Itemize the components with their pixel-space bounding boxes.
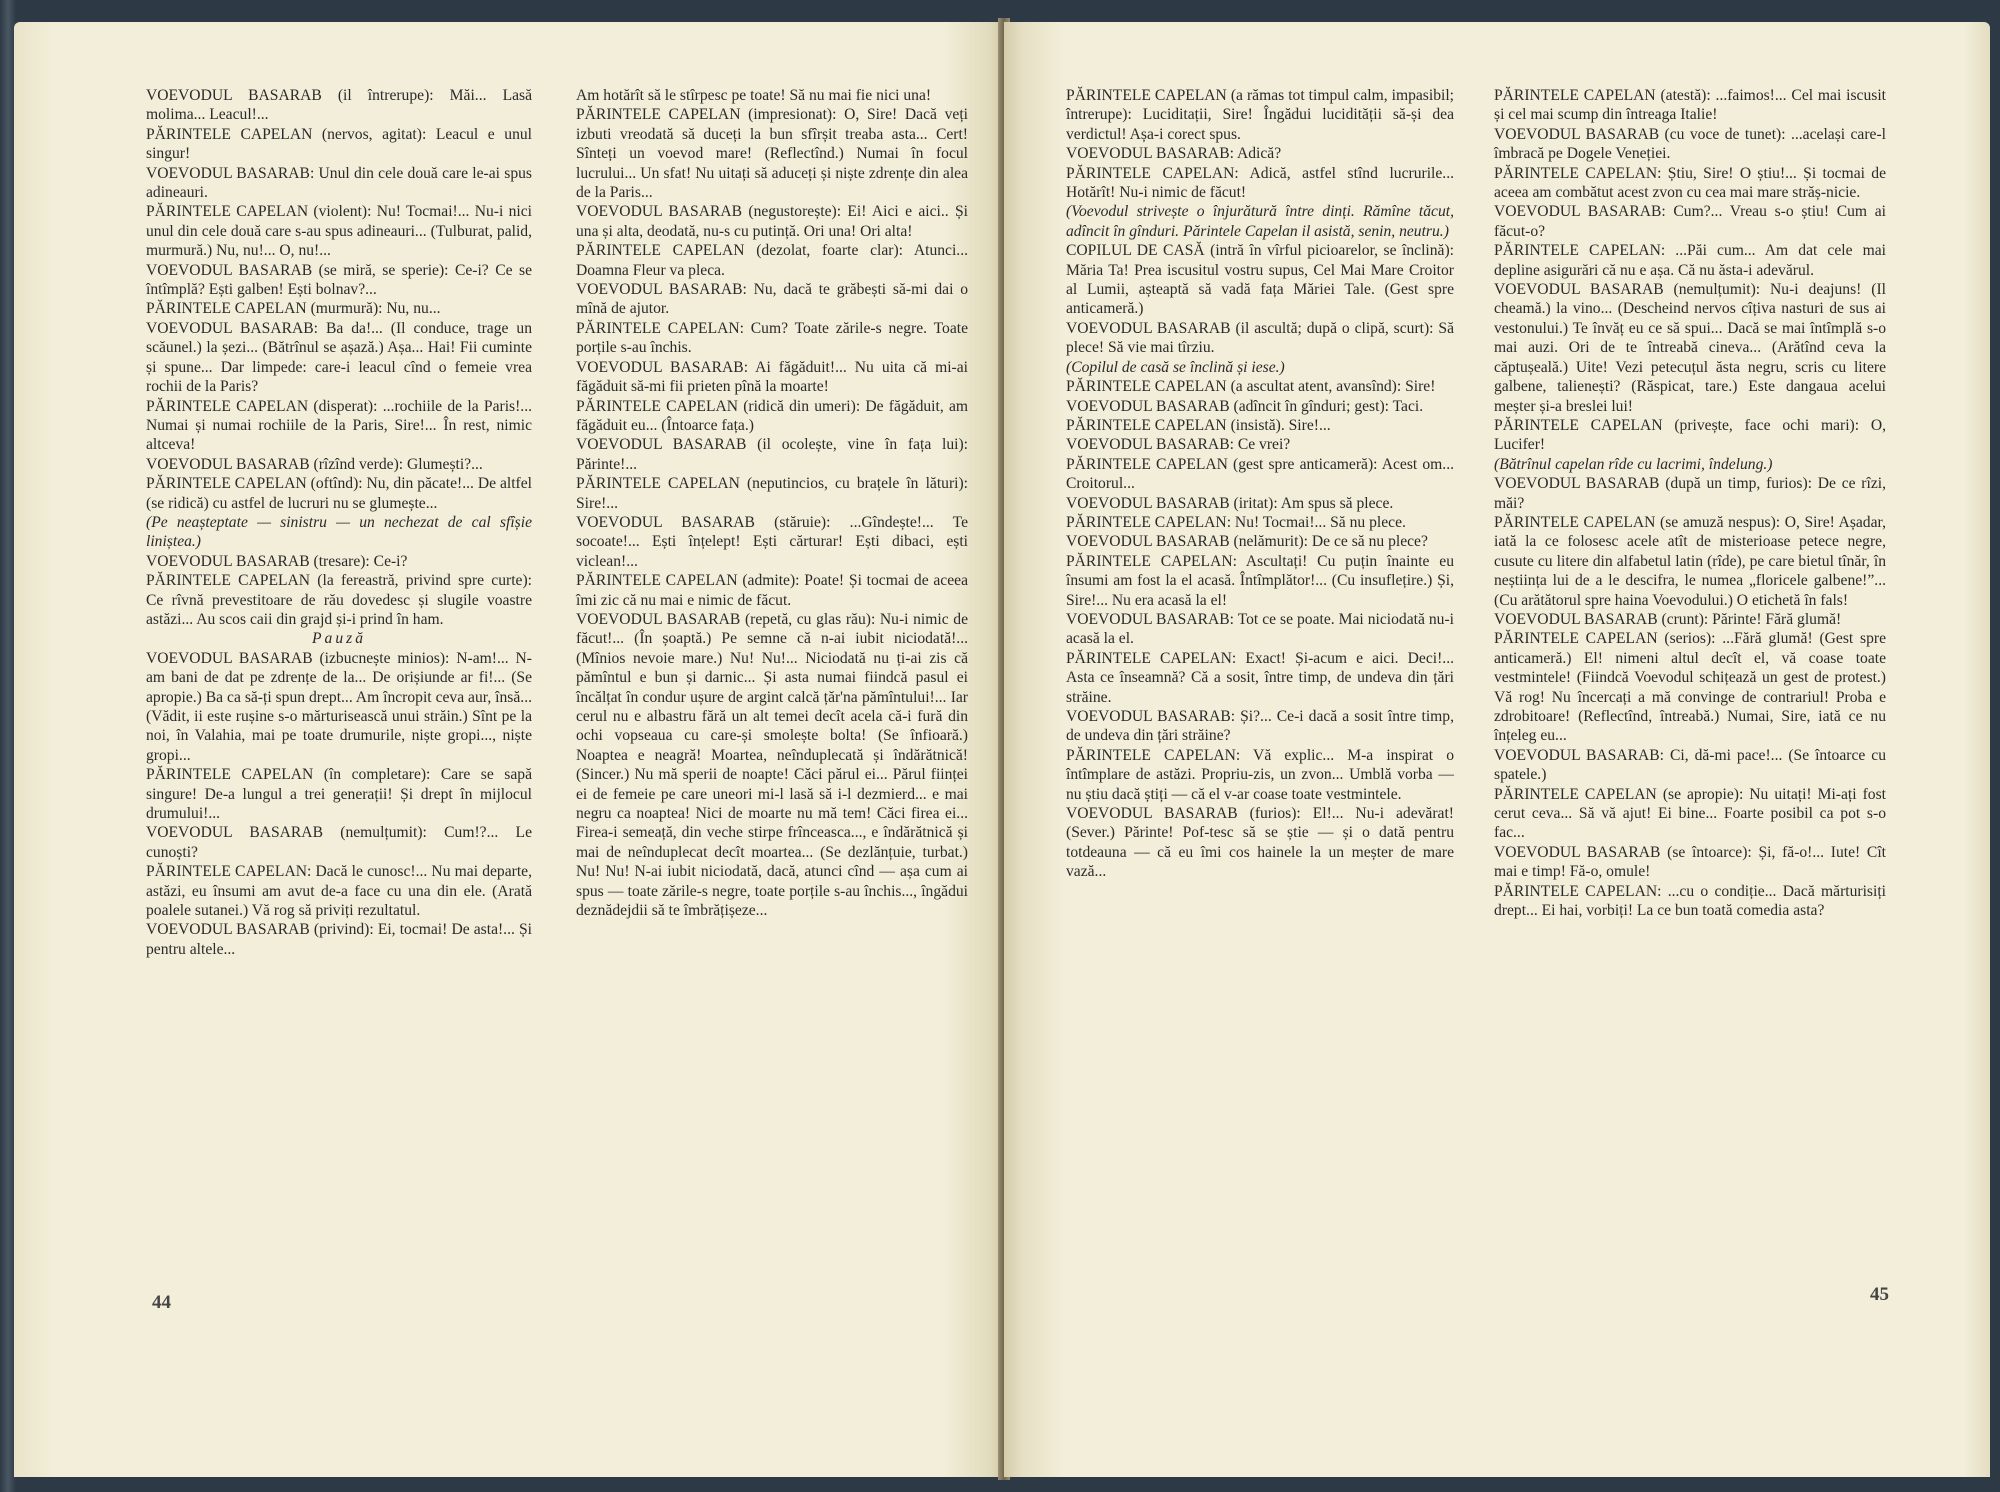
dialogue-line: VOEVODUL BASARAB (stăruie): ...Gîndește!... Te socoate!... Ești înțelept! Ești cărturar! Ești dibaci, ești viclean!...	[576, 513, 968, 570]
dialogue-line: PĂRINTELE CAPELAN (gest spre anticameră): Acest om... Croitorul...	[1066, 455, 1454, 493]
dialogue-line: PĂRINTELE CAPELAN (impresionat): O, Sire! Dacă veți izbuti vreodată să duceți la bun sfîrșit treaba asta... Cert! Sînteți un voevod mare! (Reflectînd.) Numai în focul lucrului... Un sfat! Nu uitați să aduceți și niște zdrențe din alea de la Paris...	[576, 106, 968, 202]
left-page-column-2	[576, 86, 968, 920]
page-number-left: 44	[152, 1292, 171, 1313]
dialogue-line: VOEVODUL BASARAB: Adică?	[1066, 145, 1282, 163]
dialogue-line: VOEVODUL BASARAB (crunt): Părinte! Fără glumă!	[1494, 610, 1842, 628]
dialogue-line: PĂRINTELE CAPELAN (la fereastră, privind spre curte): Ce rîvnă prevestitoare de rău dovedesc și slugile voastre astăzi... Au scos caii din grajd și-i prind în ham.	[146, 572, 532, 628]
dialogue-line: VOEVODUL BASARAB (tresare): Ce-i?	[146, 552, 408, 570]
dialogue-line: PĂRINTELE CAPELAN (violent): Nu! Tocmai!... Nu-i nici unul din cele două care s-au spus adineauri... (Tulburat, palid, murmură.) Nu, nu!... O, nu!...	[146, 203, 532, 260]
dialogue-line: VOEVODUL BASARAB (adîncit în gînduri; gest): Taci.	[1066, 397, 1424, 415]
dialogue-line: PĂRINTELE CAPELAN: Știu, Sire! O știu!... Și tocmai de aceea am combătut acest zvon cu cea mai mare străș-nicie.	[1494, 164, 1886, 202]
stage-direction: (Pe neașteptate — sinistru — un nechezat de cal sfîșie liniștea.)	[146, 513, 532, 551]
dialogue-line: PĂRINTELE CAPELAN: Exact! Și-acum e aici. Deci!... Asta ce înseamnă? Că a sosit, între timp, de undeva din țări străine.	[1066, 649, 1454, 706]
dialogue-line: PĂRINTELE CAPELAN (disperat): ...rochiile de la Paris!... Numai și numai rochiile de la Paris, Sire!... În rest, nimic altceva!	[146, 397, 532, 454]
dialogue-line: VOEVODUL BASARAB: Ba da!... (Il conduce, trage un scăunel.) la șezi... (Bătrînul se așază.) Așa... Hai! Fii cuminte și spune... Dar limpede: care-i leacul cînd o femeie vrea rochii de la Paris?	[146, 319, 532, 396]
dialogue-line: COPILUL DE CASĂ (intră în vîrful picioarelor, se înclină): Măria Ta! Prea iscusitul vostru supus, Cel Mai Mare Croitor al Lumii, așteaptă să vadă fața Măriei Tale. (Gest spre anticameră.)	[1066, 242, 1454, 318]
dialogue-line: VOEVODUL BASARAB (nelămurit): De ce să nu plece?	[1066, 533, 1428, 551]
dialogue-line: PĂRINTELE CAPELAN (a rămas tot timpul calm, impasibil; întrerupe): Luciditații, Sire! Îngădui lucidității să-și dea verdictul! Așa-i corect spus.	[1066, 87, 1454, 143]
dialogue-line: PĂRINTELE CAPELAN (serios): ...Fără glumă! (Gest spre anticameră.) El! nimeni altul decît el, vă coase toate vestmintele! (Fiindcă Voevodul schițează un gest de protest.) Vă rog! Nu încercați a mă convinge de contrariul! Proba e zdrobitoare! (Reflectînd, întreabă.) Numai, Sire, iată ce nu înțeleg eu...	[1494, 630, 1886, 745]
dialogue-line: PĂRINTELE CAPELAN: ...Păi cum... Am dat cele mai depline asigurări că nu e așa. Că nu ăsta-i adevărul.	[1494, 242, 1886, 279]
dialogue-line: VOEVODUL BASARAB: Ci, dă-mi pace!... (Se întoarce cu spatele.)	[1494, 746, 1886, 784]
dialogue-line: PĂRINTELE CAPELAN (insistă). Sire!...	[1066, 416, 1331, 434]
dialogue-line: VOEVODUL BASARAB (după un timp, furios): De ce rîzi, măi?	[1494, 475, 1886, 512]
dialogue-line: VOEVODUL BASARAB (il ocolește, vine în fața lui): Părinte!...	[576, 436, 968, 473]
dialogue-line: VOEVODUL BASARAB (nemulțumit): Cum!?... Le cunoști?	[146, 824, 532, 861]
dialogue-line: VOEVODUL BASARAB: Cum?... Vreau s-o știu! Cum ai făcut-o?	[1494, 203, 1886, 240]
dialogue-line: VOEVODUL BASARAB (il ascultă; după o clipă, scurt): Să plece! Să vie mai tîrziu.	[1066, 319, 1454, 357]
stage-direction: (Bătrînul capelan rîde cu lacrimi, îndelung.)	[1494, 455, 1773, 473]
dialogue-line: VOEVODUL BASARAB (il întrerupe): Măi... Lasă molima... Leacul!...	[146, 87, 532, 124]
dialogue-line: VOEVODUL BASARAB: Și?... Ce-i dacă a sosit între timp, de undeva din țări străine?	[1066, 708, 1454, 745]
dialogue-line: PĂRINTELE CAPELAN (nervos, agitat): Leacul e unul singur!	[146, 125, 532, 163]
dialogue-line: VOEVODUL BASARAB (se întoarce): Și, fă-o!... Iute! Cît mai e timp! Fă-o, omule!	[1494, 843, 1886, 881]
dialogue-line: VOEVODUL BASARAB (repetă, cu glas rău): Nu-i nimic de făcut!... (În șoaptă.) Pe semne că n-ai iubit niciodată!... (Mînios nevoie mare.) Nu! Nu!... Niciodată nu ți-ai zis că pămîntul e bun și darnic... Și asta numai fiindcă pasul ei încălțat în condur ușure de argint calcă țăr'na pămîntului!... Iar cerul nu e albastru fără un alt temei decît acela că-i fură din ochi vopseaua cu care-și smolește bolta! (Se înfioară.) Noaptea e neagră! Moartea, neînduplecată și îndărătnică! (Sincer.) Nu mă sperii de noapte! Căci părul ei... Părul ființei ei de femeie pe care uneori mi-l lasă să i-l dezmierd... e mai negru ca noaptea! Nici de moarte nu mă tem! Căci firea ei... Firea-i semeață, din veche stirpe frînceasca..., e îndărătnică și mai de neînduplecat decît moartea... (Se dezlănțuie, turbat.) Nu! Nu! N-ai iubit niciodată, dacă, atunci cînd — așa cum ai spus — toate zările-s negre, toate porțile s-au închis..., îngădui deznădejdii să te îmbrățișeze...	[576, 610, 968, 920]
dialogue-line: VOEVODUL BASARAB: Nu, dacă te grăbești să-mi dai o mînă de ajutor.	[576, 281, 968, 318]
right-page-column-2	[1494, 86, 1886, 920]
dialogue-line: PĂRINTELE CAPELAN (admite): Poate! Și tocmai de aceea îmi zic că nu mai e nimic de făcut.	[576, 572, 968, 609]
dialogue-line: PĂRINTELE CAPELAN: ...cu o condiție... Dacă mărturisiți drept... Ei hai, vorbiți! La ce bun toată comedia asta?	[1494, 882, 1886, 920]
dialogue-line: VOEVODUL BASARAB (furios): El!... Nu-i adevărat! (Sever.) Părinte! Pof-tesc să se știe — și o dată pentru totdeauna — că eu îmi cos hainele la un meșter de mare vază...	[1066, 805, 1454, 881]
dialogue-line: PĂRINTELE CAPELAN: Adică, astfel stînd lucrurile... Hotărît! Nu-i nimic de făcut!	[1066, 164, 1454, 202]
dialogue-line: PĂRINTELE CAPELAN: Dacă le cunosc!... Nu mai departe, astăzi, eu însumi am avut de-a face cu una din ele. (Arată poalele sutanei.) Vă rog să priviți rezultatul.	[146, 863, 532, 920]
dialogue-line: PĂRINTELE CAPELAN (neputincios, cu brațele în lături): Sire!...	[576, 475, 968, 512]
dialogue-line: PĂRINTELE CAPELAN: Cum? Toate zările-s negre. Toate porțile s-au închis.	[576, 319, 968, 357]
dialogue-line: VOEVODUL BASARAB: Ai făgăduit!... Nu uita că mi-ai făgăduit să-mi fii prieten pînă la moarte!	[576, 358, 968, 396]
dialogue-line: VOEVODUL BASARAB: Ce vrei?	[1066, 436, 1291, 454]
dialogue-line: PĂRINTELE CAPELAN (murmură): Nu, nu...	[146, 300, 441, 318]
stage-direction: (Copilul de casă se înclină și iese.)	[1066, 358, 1285, 376]
dialogue-line: PĂRINTELE CAPELAN (ridică din umeri): De făgăduit, am făgăduit eu... (Întoarce fața.)	[576, 397, 968, 434]
dialogue-line: VOEVODUL BASARAB (se miră, se sperie): Ce-i? Ce se întîmplă? Ești galben! Ești bolnav?...	[146, 261, 532, 299]
dialogue-line: VOEVODUL BASARAB (cu voce de tunet): ...același care-l îmbracă pe Dogele Veneției.	[1494, 125, 1886, 163]
dialogue-line: VOEVODUL BASARAB (izbucnește minios): N-am!... N-am bani de dat pe zdrențe de la... De orișiunde ar fi!... (Se apropie.) Ba ca să-ți spun drept... Am încropit ceva aur, însă... (Vădit, ii este rușine s-o mărturisească unui străin.) Sînt pe la noi, în Valahia, mai pe toate drumurile, niște gropi..., niște gropi...	[146, 649, 532, 764]
right-page	[1004, 22, 1990, 1477]
left-page-column-1	[146, 86, 532, 959]
stage-direction: (Voevodul strivește o înjurătură între dinți. Rămîne tăcut, adîncit în gînduri. Părintele Capelan il asistă, senin, neutru.)	[1066, 203, 1454, 240]
dialogue-line: PĂRINTELE CAPELAN (dezolat, foarte clar): Atunci... Doamna Fleur va pleca.	[576, 242, 968, 279]
dialogue-line: PĂRINTELE CAPELAN (oftînd): Nu, din păcate!... De altfel (se ridică) cu astfel de lucruri nu se glumește...	[146, 475, 532, 512]
dialogue-line: PĂRINTELE CAPELAN (se apropie): Nu uitați! Mi-ați fost cerut ceva... Să vă ajut! Ei bine... Foarte posibil ca pot s-o fac...	[1494, 785, 1886, 842]
dialogue-line: VOEVODUL BASARAB (negustorește): Ei! Aici e aici.. Și una și alta, deodată, nu-s cu putință. Ori una! Ori alta!	[576, 203, 968, 240]
dialogue-line: VOEVODUL BASARAB: Unul din cele două care le-ai spus adineauri.	[146, 164, 532, 202]
page-number-right: 45	[1870, 1284, 1889, 1305]
left-page	[14, 22, 1004, 1477]
dialogue-line: PĂRINTELE CAPELAN (a ascultat atent, avansînd): Sire!	[1066, 378, 1436, 396]
right-page-column-1	[1066, 86, 1454, 882]
dialogue-line: Am hotărît să le stîrpesc pe toate! Să nu mai fie nici una!	[576, 87, 932, 104]
dialogue-line: PĂRINTELE CAPELAN: Vă explic... M-a inspirat o întîmplare de astăzi. Propriu-zis, un zvon... Umblă vorba — nu știu dacă știți — că el v-ar coase toate vestmintele.	[1066, 746, 1454, 803]
pause-heading: Pauză	[312, 630, 366, 648]
dialogue-line: PĂRINTELE CAPELAN: Nu! Tocmai!... Să nu plece.	[1066, 513, 1406, 531]
dialogue-line: PĂRINTELE CAPELAN (privește, face ochi mari): O, Lucifer!	[1494, 416, 1886, 454]
dialogue-line: VOEVODUL BASARAB (iritat): Am spus să plece.	[1066, 494, 1394, 512]
dialogue-line: VOEVODUL BASARAB (privind): Ei, tocmai! De asta!... Și pentru altele...	[146, 921, 532, 958]
dialogue-line: PĂRINTELE CAPELAN (se amuză nespus): O, Sire! Așadar, iată la ce folosesc acele atît de misterioase petece negre, cusute cu litere din alfabetul latin (rîde), pe care bietul tînăr, în neștiința lui de a le descifra, le numea „floricele galbene!”... (Cu arătătorul spre haina Voevodului.) O etichetă în fals!	[1494, 513, 1886, 609]
dialogue-line: PĂRINTELE CAPELAN (atestă): ...faimos!... Cel mai iscusit și cel mai scump din întreaga Italie!	[1494, 87, 1886, 124]
dialogue-line: VOEVODUL BASARAB (nemulțumit): Nu-i deajuns! (Il cheamă.) la vino... (Descheind nervos cîțiva nasturi de sus ai vestonului.) Te învăț eu ce să spui... Dacă se mai întîmplă s-o mai auzi. Ori de te întreabă cineva... (Arătînd ceva la căptușeală.) Uite! Vezi petecuțul ăsta negru, scris cu litere galbene, talienești? (Răspicat, tare.) Este dangaua acelui meșter și-a breslei lui!	[1494, 281, 1886, 415]
dialogue-line: VOEVODUL BASARAB (rîzînd verde): Glumești?...	[146, 455, 483, 473]
dialogue-line: PĂRINTELE CAPELAN (în completare): Care se sapă singure! De-a lungul a trei generații! Și drept în mijlocul drumului!...	[146, 766, 532, 823]
dialogue-line: VOEVODUL BASARAB: Tot ce se poate. Mai niciodată nu-i acasă la el.	[1066, 610, 1454, 648]
dialogue-line: PĂRINTELE CAPELAN: Ascultați! Cu puțin înainte eu însumi am fost la el acasă. Întîmplător!... (Cu insuflețire.) Și, Sire!... Nu era acasă la el!	[1066, 552, 1454, 609]
